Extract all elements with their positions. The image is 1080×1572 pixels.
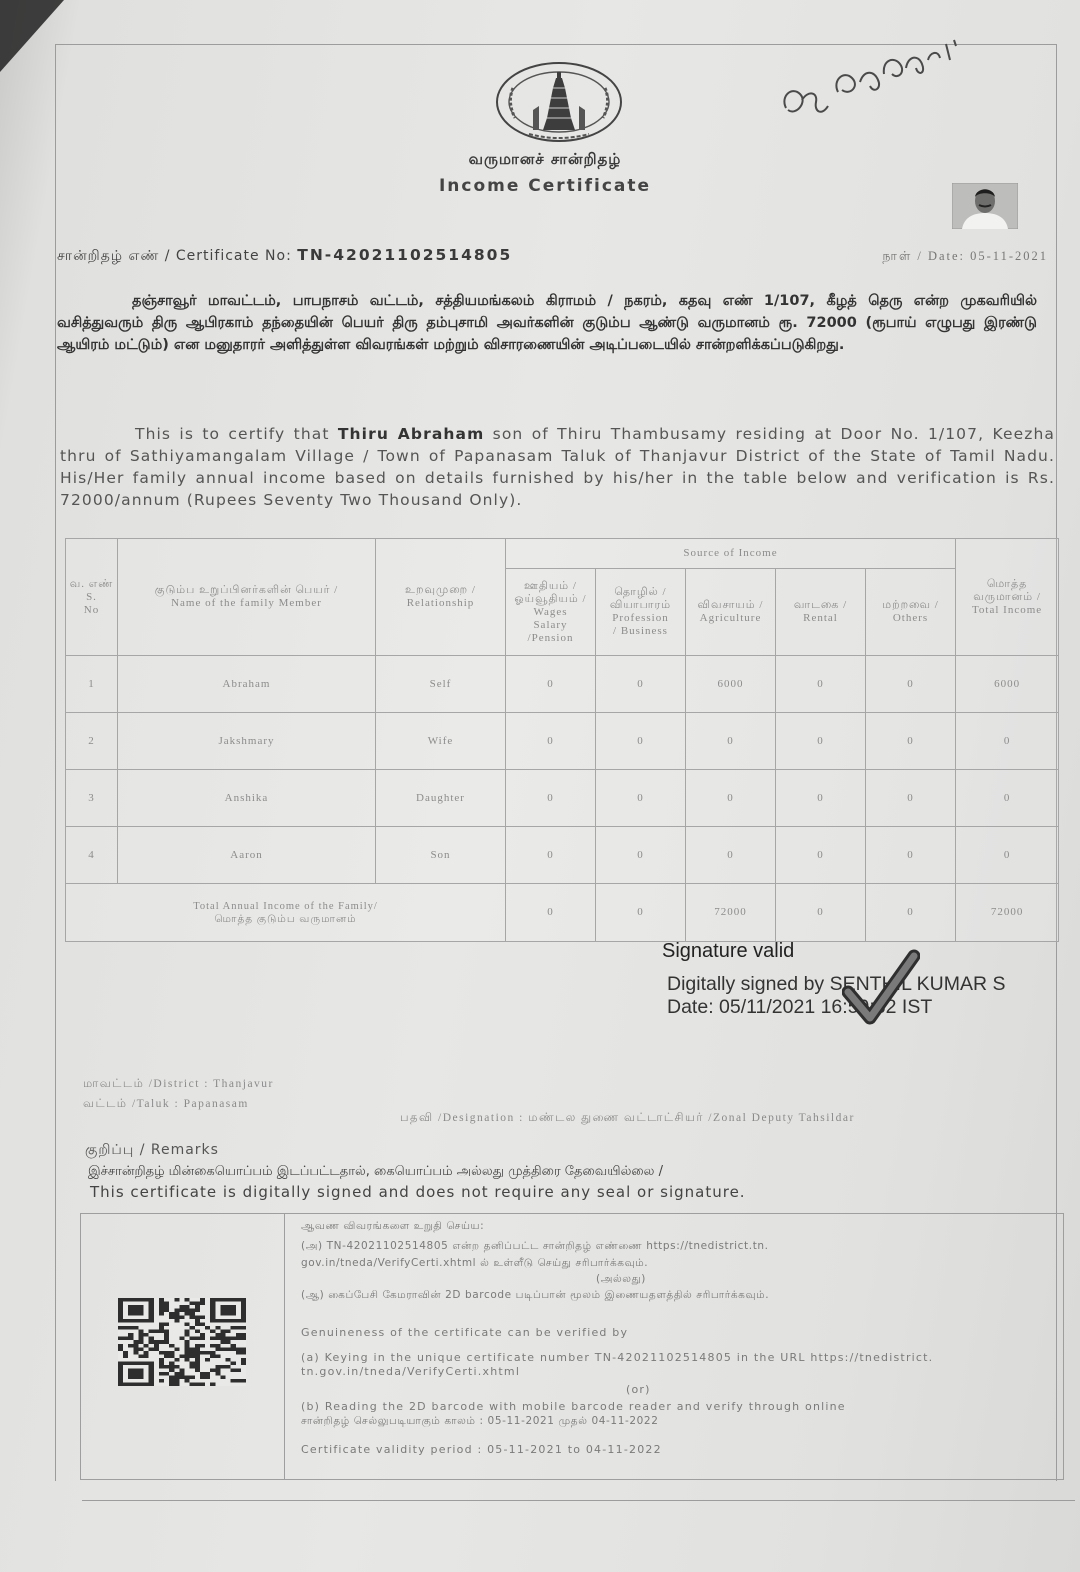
designation-line: பதவி /Designation : மண்டல துணை வட்டாட்சியர் /Zonal Deputy Tahsildar	[400, 1112, 855, 1124]
total-cell: 0	[956, 713, 1059, 770]
certificate-number-label: சான்றிதழ் எண் / Certificate No:	[57, 248, 292, 264]
name-cell: Anshika	[118, 770, 376, 827]
name-cell: Jakshmary	[118, 713, 376, 770]
header-sno: வ. எண் S. No	[66, 539, 118, 656]
header-others: மற்றவை / Others	[866, 569, 956, 656]
agriculture-cell: 0	[686, 713, 776, 770]
title-english: Income Certificate	[438, 176, 652, 196]
total-cell: 6000	[956, 656, 1059, 713]
qr-code	[118, 1298, 246, 1386]
header-total-income: மொத்த வருமானம் / Total Income	[956, 539, 1059, 656]
total-others-cell: 0	[866, 884, 956, 942]
verify-english-a-line1: (a) Keying in the unique certificate number TN-42021102514805 in the URL https://tnedistrict.	[301, 1351, 934, 1364]
validity-english: Certificate validity period : 05-11-2021 to 04-11-2022	[301, 1443, 662, 1456]
english-intro: This is to certify that	[135, 425, 330, 443]
rental-cell: 0	[776, 770, 866, 827]
wages-cell: 0	[506, 656, 596, 713]
table-row	[66, 713, 1059, 770]
verify-tamil-b: (ஆ) கைப்பேசி கேமராவின் 2D barcode படிப்பான் மூலம் இணையதளத்தில் சரிபார்க்கவும்.	[301, 1289, 770, 1301]
others-cell: 0	[866, 827, 956, 884]
table-row	[66, 770, 1059, 827]
sno-cell: 2	[66, 713, 118, 770]
table-total-row	[66, 884, 1059, 942]
applicant-photo	[952, 183, 1018, 229]
verify-english-or: (or)	[626, 1383, 651, 1396]
income-table	[65, 538, 1059, 942]
total-profession-cell: 0	[596, 884, 686, 942]
table-row	[66, 656, 1059, 713]
taluk-line: வட்டம் /Taluk : Papanasam	[83, 1098, 249, 1110]
verify-english-heading: Genuineness of the certificate can be verified by	[301, 1326, 629, 1339]
header-profession: தொழில் / வியாபாரம் Profession / Business	[596, 569, 686, 656]
wages-cell: 0	[506, 770, 596, 827]
tamil-paragraph: தஞ்சாவூர் மாவட்டம், பாபநாசம் வட்டம், சத்தியமங்கலம் கிராமம் / நகரம், கதவு எண் 1/107, கீழத் தெரு என்ற முகவரியில் வசித்துவரும் திரு ஆபிரகாம் தந்தையின் பெயர் திரு தம்புசாமி அவர்களின் குடும்ப ஆண்டு வருமானம் ரூ. 72000 (ரூபாய் எழுபது இரண்டு ஆயிரம் மட்டும்) என மனுதாரர் அளித்துள்ள விவரங்கள் மற்றும் விசாரணையின் அடிப்படையில் சான்றளிக்கப்படுகிறது.	[57, 293, 1037, 353]
sno-cell: 3	[66, 770, 118, 827]
sno-cell: 4	[66, 827, 118, 884]
name-cell: Abraham	[118, 656, 376, 713]
verify-tamil-heading: ஆவண விவரங்களை உறுதி செய்ய:	[301, 1220, 485, 1232]
english-rest: son of Thiru Thambusamy residing at Door No. 1/107, Keezha thru of Sathiyamangalam Village / Town of Papanasam Taluk of Thanjavur District of the State of Tamil Nadu. His/Her family annual income based on details furnished by his/her in the table below and verification is Rs. 72000/annum (Rupees Seventy Two Thousand Only).	[60, 425, 1055, 509]
verification-divider	[284, 1214, 285, 1479]
others-cell: 0	[866, 713, 956, 770]
signature-date: Date: 05/11/2021 16:59:32 IST	[667, 996, 933, 1018]
verify-tamil-or: (அல்லது)	[596, 1273, 646, 1285]
verify-english-a-line2: tn.gov.in/tneda/VerifyCerti.xhtml	[301, 1365, 521, 1378]
name-cell: Aaron	[118, 827, 376, 884]
sno-cell: 1	[66, 656, 118, 713]
rental-cell: 0	[776, 827, 866, 884]
check-icon	[842, 948, 920, 1026]
header-rental: வாடகை / Rental	[776, 569, 866, 656]
profession-cell: 0	[596, 770, 686, 827]
bottom-rule	[82, 1500, 1075, 1501]
others-cell: 0	[866, 656, 956, 713]
verify-tamil-a-line2: gov.in/tneda/VerifyCerti.xhtml ல் உள்ளீடு செய்து சரிபார்க்கவும்.	[301, 1257, 649, 1269]
relationship-cell: Son	[376, 827, 506, 884]
profession-cell: 0	[596, 713, 686, 770]
total-agriculture-cell: 72000	[686, 884, 776, 942]
verification-box	[80, 1213, 1064, 1480]
profession-cell: 0	[596, 656, 686, 713]
handwritten-note	[778, 30, 963, 125]
relationship-cell: Daughter	[376, 770, 506, 827]
header-wages: ஊதியம் / ஓய்வூதியம் / Wages Salary /Pension	[506, 569, 596, 656]
total-rental-cell: 0	[776, 884, 866, 942]
relationship-cell: Wife	[376, 713, 506, 770]
total-wages-cell: 0	[506, 884, 596, 942]
applicant-name: Thiru Abraham	[337, 425, 485, 443]
relationship-cell: Self	[376, 656, 506, 713]
total-cell: 0	[956, 827, 1059, 884]
header-source-of-income: Source of Income	[506, 539, 956, 569]
tamil-nadu-emblem-icon	[493, 60, 625, 144]
agriculture-cell: 6000	[686, 656, 776, 713]
signature-signed-by: Digitally signed by SENTHIL KUMAR S	[667, 973, 1006, 995]
total-cell: 0	[956, 770, 1059, 827]
header-relationship: உறவுமுறை / Relationship	[376, 539, 506, 656]
title-tamil: வருமானச் சான்றிதழ்	[468, 150, 622, 168]
verify-english-b: (b) Reading the 2D barcode with mobile barcode reader and verify through online	[301, 1400, 846, 1413]
certificate-number-line	[57, 246, 512, 266]
certificate-number: TN-42021102514805	[297, 246, 513, 264]
table-row	[66, 827, 1059, 884]
remarks-english: This certificate is digitally signed and does not require any seal or signature.	[90, 1183, 746, 1201]
header-agriculture: விவசாயம் / Agriculture	[686, 569, 776, 656]
profession-cell: 0	[596, 827, 686, 884]
table-header-group-row	[66, 539, 1059, 569]
header-name: குடும்ப உறுப்பினர்களின் பெயர் / Name of the family Member	[118, 539, 376, 656]
remarks-tamil: இச்சான்றிதழ் மின்கையொப்பம் இடப்பட்டதால், கையொப்பம் அல்லது முத்திரை தேவையில்லை /	[88, 1164, 663, 1179]
certificate-date: நாள் / Date: 05-11-2021	[882, 249, 1048, 263]
district-line: மாவட்டம் /District : Thanjavur	[83, 1078, 274, 1090]
total-income-cell: 72000	[956, 884, 1059, 942]
remarks-label: குறிப்பு / Remarks	[85, 1142, 219, 1158]
agriculture-cell: 0	[686, 770, 776, 827]
total-row-label: Total Annual Income of the Family/ மொத்த குடும்ப வருமானம்	[66, 884, 506, 942]
others-cell: 0	[866, 770, 956, 827]
english-paragraph	[60, 423, 1055, 535]
agriculture-cell: 0	[686, 827, 776, 884]
wages-cell: 0	[506, 713, 596, 770]
rental-cell: 0	[776, 713, 866, 770]
validity-tamil: சான்றிதழ் செல்லுபடியாகும் காலம் : 05-11-2021 முதல் 04-11-2022	[301, 1415, 659, 1427]
wages-cell: 0	[506, 827, 596, 884]
signature-status: Signature valid	[662, 940, 795, 962]
verify-tamil-a-line1: (அ) TN-42021102514805 என்ற தனிப்பட்ட சான்றிதழ் எண்ணை https://tnedistrict.tn.	[301, 1240, 769, 1252]
rental-cell: 0	[776, 656, 866, 713]
